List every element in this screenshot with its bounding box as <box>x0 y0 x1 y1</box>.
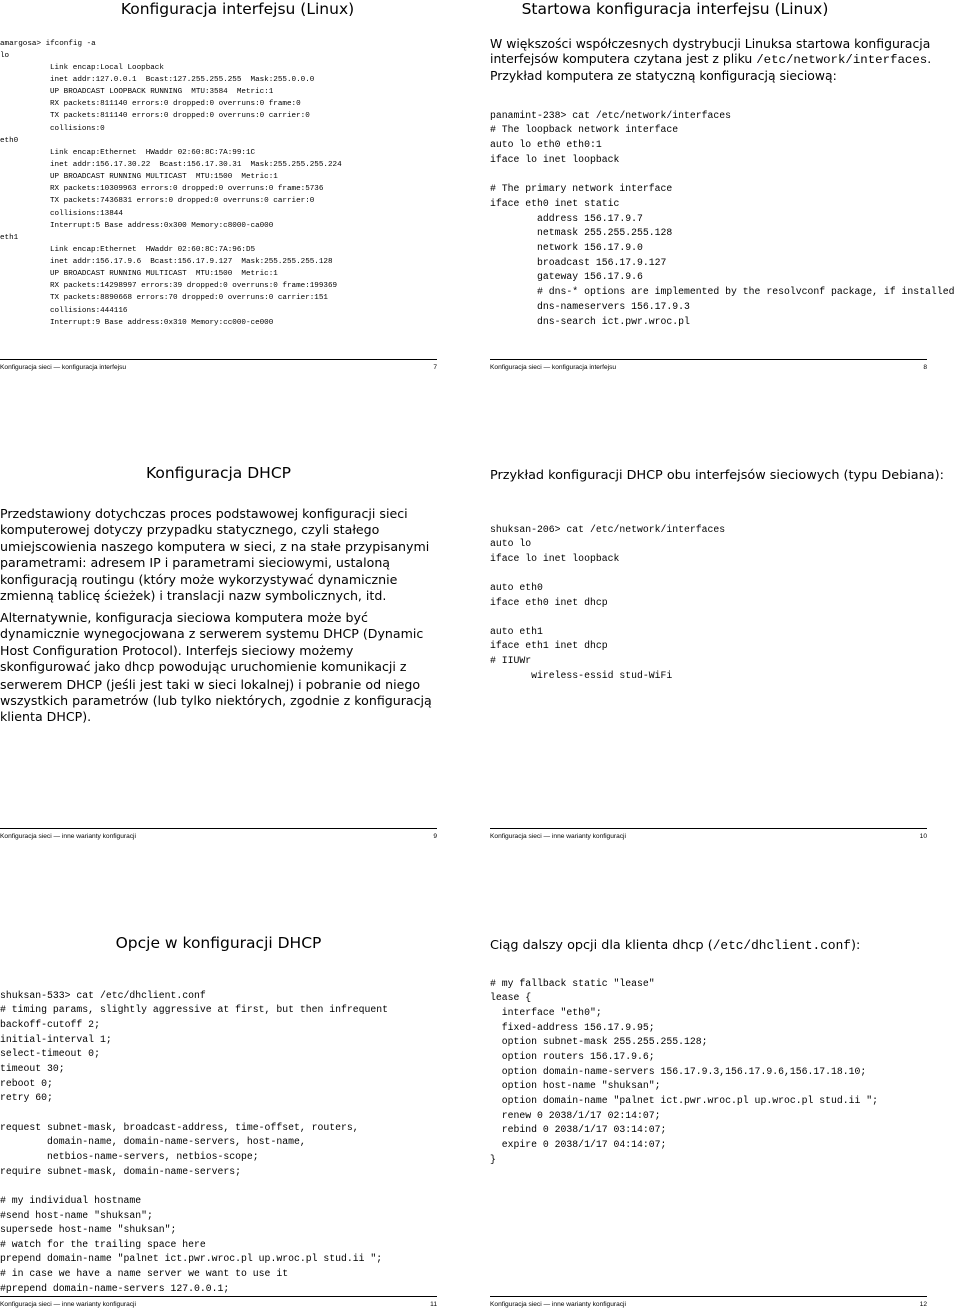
code-line: supersede host-name "shuksan"; <box>0 1224 177 1236</box>
code-line: prepend domain-name "palnet ict.pwr.wroc.pl up.wroc.pl stud.ii "; <box>0 1253 383 1265</box>
lo-line: UP BROADCAST LOOPBACK RUNNING MTU:3584 Metric:1 <box>50 88 274 97</box>
code-line <box>490 566 725 581</box>
code-line: iface eth0 inet dhcp <box>490 596 608 608</box>
code-line: # The loopback network interface <box>490 124 679 136</box>
slide-9 <box>0 464 475 896</box>
code-line: fixed-address 156.17.9.95; <box>490 1021 655 1033</box>
code-line: shuksan-206> cat /etc/network/interfaces <box>490 523 726 535</box>
slide-10 <box>490 464 960 896</box>
interface-name-lo: lo <box>0 52 10 60</box>
code-line: panamint-238> cat /etc/network/interfaces <box>490 109 732 121</box>
footer-text: Konfiguracja sieci — konfiguracja interfejsu <box>490 364 617 371</box>
slide-title: Przykład konfiguracji DHCP obu interfejsów sieciowych (typu Debiana): <box>490 468 944 483</box>
footer-rule <box>0 828 437 829</box>
code-line <box>490 610 725 625</box>
page-number: 12 <box>919 1301 927 1308</box>
eth0-line: inet addr:156.17.30.22 Bcast:156.17.30.31 Mask:255.255.255.224 <box>50 161 342 170</box>
eth1-line: UP BROADCAST RUNNING MULTICAST MTU:1500 Metric:1 <box>50 270 278 279</box>
dhcp-paragraph <box>0 610 437 726</box>
code-line: auto eth0 <box>490 581 543 593</box>
code-line: reboot 0; <box>0 1077 53 1089</box>
code-line: lease { <box>490 992 532 1004</box>
code-line: # The primary network interface <box>490 183 673 195</box>
eth1-line: collisions:444116 <box>50 306 128 315</box>
footer-text: Konfiguracja sieci — inne warianty konfiguracji <box>490 1301 626 1308</box>
eth0-line: UP BROADCAST RUNNING MULTICAST MTU:1500 Metric:1 <box>50 173 278 182</box>
code-line: broadcast 156.17.9.127 <box>490 256 667 268</box>
code-line: # dns-* options are implemented by the resolvconf package, if installed <box>490 286 955 298</box>
footer-rule <box>0 1296 437 1297</box>
code-line <box>0 1106 388 1121</box>
intro-text: interfejsów komputera czytana jest z pliku <box>490 51 757 67</box>
code-line: #prepend domain-name-servers 127.0.0.1; <box>0 1282 230 1294</box>
footer-text: Konfiguracja sieci — konfiguracja interfejsu <box>0 364 127 371</box>
dhcp-interfaces-listing <box>490 508 725 683</box>
para-text: Alternatywnie, konfiguracja sieciowa komputera może być dynamicznie wynegocjowana z serwerem systemu DHCP (Dynamic Host Configuration Protocol). Interfejs sieciowy możemy skonfigurować jako <box>0 610 424 675</box>
intro-text: . <box>927 51 932 67</box>
intro-line-3: Przykład komputera ze statyczną konfiguracją sieciową: <box>490 68 837 84</box>
code-line: interface "eth0"; <box>490 1006 602 1018</box>
dhclient-lease-listing <box>490 962 878 1167</box>
code-line: network 156.17.9.0 <box>490 242 643 254</box>
code-line: option domain-name-servers 156.17.9.3,156.17.9.6,156.17.18.10; <box>490 1065 867 1077</box>
lo-line: Link encap:Local Loopback <box>50 64 164 73</box>
page-number: 11 <box>430 1301 437 1308</box>
interfaces-file-listing <box>490 94 954 329</box>
eth0-line: Interrupt:5 Base address:0x300 Memory:c8000-ca000 <box>50 221 274 230</box>
intro-line-1: W większości współczesnych dystrybucji Linuksa startowa konfiguracja <box>490 36 931 51</box>
footer-text: Konfiguracja sieci — inne warianty konfiguracji <box>490 833 626 840</box>
page-number: 10 <box>919 833 927 840</box>
interface-name-eth0: eth0 <box>0 137 19 145</box>
code-line: require subnet-mask, domain-name-servers; <box>0 1165 242 1177</box>
footer-rule <box>0 359 437 360</box>
code-line: iface eth0 inet static <box>490 197 620 209</box>
lo-line: RX packets:811140 errors:0 dropped:0 overruns:0 frame:0 <box>50 100 301 109</box>
footer-text: Konfiguracja sieci — inne warianty konfiguracji <box>0 833 136 840</box>
static-config-paragraph: Przedstawiony dotychczas proces podstawowej konfiguracji sieci komputerowej dotyczy przypadku statycznego, czyli stałego umiejscowienia naszego komputera w sieci, z na stałe przypisanymi parametrami: adresem IP i parametrami sieciowymi, ustaloną konfiguracją routingu (który może wykorzystywać dynamicznie zmienną tablicę ścieżek) i translacji nazw symbolicznych, itd. <box>0 506 430 604</box>
code-line: retry 60; <box>0 1092 53 1104</box>
code-line: # my individual hostname <box>0 1194 142 1206</box>
slide-title: Konfiguracja interfejsu (Linux) <box>120 0 355 18</box>
slide-title: Startowa konfiguracja interfejsu (Linux) <box>521 0 829 18</box>
dhcp-keyword: dhcp <box>124 661 155 676</box>
footer-rule <box>490 1296 927 1297</box>
code-line: iface lo inet loopback <box>490 153 620 165</box>
code-line: #send host-name "shuksan"; <box>0 1209 153 1221</box>
code-line: address 156.17.9.7 <box>490 212 643 224</box>
footer-rule <box>490 828 927 829</box>
title-file-path: /etc/dhclient.conf <box>712 938 851 953</box>
code-line <box>490 168 954 183</box>
code-line: select-timeout 0; <box>0 1048 100 1060</box>
code-line: request subnet-mask, broadcast-address, time-offset, routers, <box>0 1121 359 1133</box>
intro-line-2 <box>490 51 960 68</box>
code-line: option routers 156.17.9.6; <box>490 1050 655 1062</box>
code-line: auto eth1 <box>490 625 543 637</box>
slide-title <box>490 938 960 953</box>
code-line: initial-interval 1; <box>0 1033 112 1045</box>
interface-eth0-block <box>50 135 342 232</box>
code-line: } <box>490 1153 496 1165</box>
eth0-line: TX packets:7436831 errors:0 dropped:0 overruns:0 carrier:0 <box>50 197 315 206</box>
code-line: # timing params, slightly aggressive at first, but then infrequent <box>0 1004 389 1016</box>
eth1-line: TX packets:8890668 errors:70 dropped:0 overruns:0 carrier:151 <box>50 294 328 303</box>
code-line: auto lo <box>490 538 532 550</box>
slide-footer <box>490 1301 927 1308</box>
code-line: backoff-cutoff 2; <box>0 1018 100 1030</box>
code-line: netbios-name-servers, netbios-scope; <box>0 1150 259 1162</box>
code-line: netmask 255.255.255.128 <box>490 227 673 239</box>
slide-footer <box>490 364 927 371</box>
title-text: Ciąg dalszy opcji dla klienta dhcp ( <box>490 938 713 953</box>
footer-rule <box>490 359 927 360</box>
code-line: # my fallback static "lease" <box>490 977 655 989</box>
interface-lo-block <box>50 50 314 135</box>
lo-line: TX packets:811140 errors:0 dropped:0 overruns:0 carrier:0 <box>50 112 310 121</box>
slide-footer <box>490 833 927 840</box>
code-line: iface lo inet loopback <box>490 552 620 564</box>
code-line: # in case we have a name server we want to use it <box>0 1268 289 1280</box>
code-line: renew 0 2038/1/17 02:14:07; <box>490 1109 661 1121</box>
code-line <box>0 1179 388 1194</box>
para-text: powodując uruchomienie komunikacji z serwerem DHCP (jeśli jest taki w sieci lokalnej) i pobranie od niego wszystkich parametrów (lub tylko niektórych, zgodnie z konfiguracją klienta DHCP). <box>0 659 432 725</box>
title-text: ): <box>850 938 861 953</box>
slide-footer <box>0 833 437 840</box>
lo-line: inet addr:127.0.0.1 Bcast:127.255.255.255 Mask:255.0.0.0 <box>50 76 315 85</box>
interface-name-eth1: eth1 <box>0 234 19 242</box>
ifconfig-prompt: amargosa> ifconfig -a <box>0 40 96 48</box>
page-number: 9 <box>433 833 437 840</box>
page-number: 8 <box>923 364 927 371</box>
slide-title: Opcje w konfiguracji DHCP <box>115 934 322 952</box>
code-line: option subnet-mask 255.255.255.128; <box>490 1036 708 1048</box>
code-line: domain-name, domain-name-servers, host-name, <box>0 1136 306 1148</box>
slide-footer <box>0 364 437 371</box>
eth1-line: Link encap:Ethernet HWaddr 02:60:8C:7A:96:D5 <box>50 246 256 255</box>
slide-footer <box>0 1301 437 1308</box>
slide-11 <box>0 934 475 1313</box>
eth1-line: Interrupt:9 Base address:0x310 Memory:cc000-ce000 <box>50 318 274 327</box>
code-line: gateway 156.17.9.6 <box>490 271 643 283</box>
lo-line: collisions:0 <box>50 124 105 133</box>
code-line: wireless-essid stud-WiFi <box>490 669 673 681</box>
code-line: # IIUWr <box>490 654 532 666</box>
slide-12 <box>490 934 960 1313</box>
footer-text: Konfiguracja sieci — inne warianty konfiguracji <box>0 1301 136 1308</box>
intro-paragraph <box>490 36 960 84</box>
code-line: timeout 30; <box>0 1062 65 1074</box>
code-line: iface eth1 inet dhcp <box>490 640 608 652</box>
file-path: /etc/network/interfaces <box>756 53 928 68</box>
code-line: expire 0 2038/1/17 04:14:07; <box>490 1138 667 1150</box>
slide-8 <box>490 0 960 432</box>
code-line: option domain-name "palnet ict.pwr.wroc.pl up.wroc.pl stud.ii "; <box>490 1094 879 1106</box>
interface-eth1-block <box>50 232 337 329</box>
eth0-line: Link encap:Ethernet HWaddr 02:60:8C:7A:99:1C <box>50 149 256 158</box>
page-number: 7 <box>433 364 437 371</box>
eth1-line: inet addr:156.17.9.6 Bcast:156.17.9.127 Mask:255.255.255.128 <box>50 258 333 267</box>
slide-7 <box>0 0 475 432</box>
slide-title: Konfiguracja DHCP <box>145 464 291 482</box>
code-line: # watch for the trailing space here <box>0 1238 206 1250</box>
eth1-line: RX packets:14298997 errors:39 dropped:0 overruns:0 frame:199369 <box>50 282 338 291</box>
code-line: dns-search ict.pwr.wroc.pl <box>490 315 690 327</box>
eth0-line: collisions:13844 <box>50 209 123 218</box>
code-line: auto lo eth0 eth0:1 <box>490 139 602 151</box>
eth0-line: RX packets:10309963 errors:0 dropped:0 overruns:0 frame:5736 <box>50 185 324 194</box>
code-line: option host-name "shuksan"; <box>490 1080 661 1092</box>
code-line: dns-nameservers 156.17.9.3 <box>490 300 690 312</box>
code-line: rebind 0 2038/1/17 03:14:07; <box>490 1124 667 1136</box>
code-line: shuksan-533> cat /etc/dhclient.conf <box>0 989 206 1001</box>
dhclient-conf-listing <box>0 974 388 1296</box>
